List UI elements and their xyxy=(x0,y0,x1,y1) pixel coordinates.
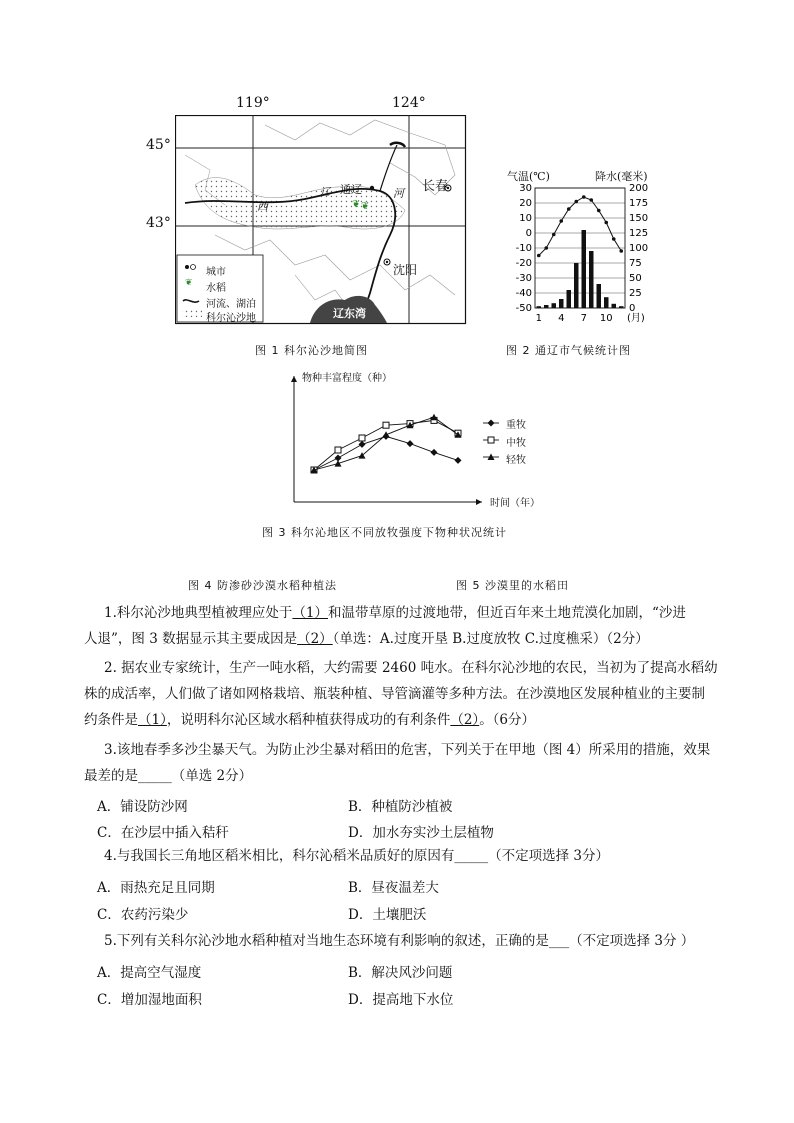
temp-axis-title: 气温(℃) xyxy=(507,170,550,183)
map-label-xi: 西 xyxy=(257,200,268,213)
q1-blank-1[interactable]: （1） xyxy=(292,605,328,621)
series-point-1 xyxy=(359,435,365,441)
q3-option-d[interactable]: D．加水夯实沙土层植物 xyxy=(348,825,494,841)
q5-text-b: （不定项选择 3分 ） xyxy=(569,933,695,949)
series-point-0 xyxy=(431,449,438,456)
map-label-he: 河 xyxy=(393,187,404,200)
temp-tick-label: -40 xyxy=(515,288,532,299)
series-point-0 xyxy=(359,441,366,448)
precip-tick-label: 25 xyxy=(629,288,642,299)
series-point-1 xyxy=(335,447,341,453)
q5-option-b[interactable]: B．解决风沙问题 xyxy=(348,965,453,981)
temp-tick-label: 10 xyxy=(519,213,532,224)
q4-option-d[interactable]: D．土壤肥沃 xyxy=(348,907,427,923)
month-tick-label: 1 xyxy=(535,313,542,324)
x-axis-arrow xyxy=(476,499,482,505)
precip-bar xyxy=(567,290,572,308)
precip-bar xyxy=(604,297,609,308)
series-point-0 xyxy=(455,457,462,464)
q1-blank-2[interactable]: （2） xyxy=(297,631,333,647)
temp-tick-label: 0 xyxy=(525,228,532,239)
question-3 xyxy=(84,737,724,789)
fig1-caption: 图 1 科尔沁沙地简图 xyxy=(255,344,368,357)
series-point-1 xyxy=(383,422,389,428)
precip-bar xyxy=(597,284,602,308)
precip-bar xyxy=(552,303,557,308)
precip-tick-label: 200 xyxy=(629,183,649,194)
precip-tick-label: 75 xyxy=(629,258,642,269)
legend-light: 轻牧 xyxy=(506,455,526,466)
lon-119-label: 119° xyxy=(236,95,270,111)
map-label-tongliao: 通辽 xyxy=(340,183,362,196)
precip-bar xyxy=(537,306,542,308)
q4-text-a: 4.与我国长三角地区稻米相比，科尔沁稻米品质好的原因有 xyxy=(104,848,455,864)
q3-text-c: （单选 2分） xyxy=(171,768,253,784)
temp-point xyxy=(574,200,578,204)
map-label-changchun: 长春 xyxy=(422,179,449,194)
q1-text-a: 1.科尔沁沙地典型植被理应处于 xyxy=(104,605,293,621)
precip-bar xyxy=(589,251,594,308)
q4-option-b[interactable]: B．昼夜温差大 xyxy=(348,880,439,896)
q2-text-d: ，说明科尔沁区域水稻种植获得成功的有利条件 xyxy=(166,712,451,728)
temp-point xyxy=(544,246,548,250)
temp-point xyxy=(582,195,586,199)
fig3-chart xyxy=(270,366,560,516)
temp-tick-label: -30 xyxy=(515,273,532,284)
temp-tick-label: -10 xyxy=(515,243,532,254)
q5-option-a[interactable]: A．提高空气湿度 xyxy=(97,965,202,981)
temp-tick-label: -50 xyxy=(515,303,532,314)
q2-text-c: 约条件是 xyxy=(84,712,138,728)
lat-45-label: 45° xyxy=(146,137,171,153)
precip-bar xyxy=(544,305,549,308)
temp-tick-label: 30 xyxy=(519,183,532,194)
temp-point xyxy=(604,221,608,225)
fig3-xlabel: 时间（年） xyxy=(490,498,540,509)
temp-point xyxy=(597,209,601,213)
q3-option-a[interactable]: A．铺设防沙网 xyxy=(97,799,188,815)
series-point-2 xyxy=(383,431,390,438)
svg-text:❦: ❦ xyxy=(352,199,361,210)
fig3-caption: 图 3 科尔沁地区不同放牧强度下物种状况统计 xyxy=(262,526,507,539)
question-2 xyxy=(84,655,724,733)
q2-text-e: 。（6分） xyxy=(479,712,536,728)
q2-blank-1[interactable]: （1） xyxy=(138,712,167,728)
precip-bar xyxy=(612,304,617,308)
svg-text:❦: ❦ xyxy=(361,201,370,212)
map-label-liao: 辽 xyxy=(320,187,330,198)
temp-point xyxy=(559,219,563,223)
fig1-map xyxy=(146,95,470,330)
q5-option-c[interactable]: C．增加湿地面积 xyxy=(97,992,202,1008)
climate-svg xyxy=(505,182,675,332)
temp-point xyxy=(537,254,541,258)
temp-point xyxy=(589,198,593,202)
temp-point xyxy=(552,233,556,237)
fig4-caption: 图 4 防渗砂沙漠水稻种植法 xyxy=(188,579,337,592)
legend-river: 河流、湖泊 xyxy=(206,299,256,310)
map-label-bay: 辽东湾 xyxy=(333,307,366,320)
q2-line-2: 株的成活率，人们做了诸如网格栽培、瓶装种植、导管滴灌等多种方法。在沙漠地区发展种植业的主要制 xyxy=(84,686,705,702)
temp-tick-label: 20 xyxy=(519,198,532,209)
q3-line-1: 3.该地春季多沙尘暴天气。为防止沙尘暴对稻田的危害，下列关于在甲地（图 4）所采用的措施，效果 xyxy=(104,742,711,758)
fig5-caption: 图 5 沙漠里的水稻田 xyxy=(456,579,569,592)
fig3-ylabel: 物种丰富程度（种） xyxy=(302,373,392,384)
svg-text:❦: ❦ xyxy=(185,278,193,288)
q3-text-b: 最差的是 xyxy=(84,768,138,784)
legend-heavy: 重牧 xyxy=(506,420,526,431)
precip-tick-label: 100 xyxy=(629,243,649,254)
lat-43-label: 43° xyxy=(146,215,171,231)
precip-tick-label: 0 xyxy=(629,303,636,314)
legend-rice: 水稻 xyxy=(206,283,226,294)
q5-option-d[interactable]: D．提高地下水位 xyxy=(348,992,454,1008)
q3-blank[interactable]: _____ xyxy=(138,768,172,784)
question-4 xyxy=(84,843,724,869)
temp-point xyxy=(612,237,616,241)
legend-marker-1 xyxy=(488,437,494,443)
question-5 xyxy=(84,928,724,954)
precip-bar xyxy=(559,299,564,308)
precip-tick-label: 50 xyxy=(629,273,642,284)
q4-text-b: （不定项选择 3分） xyxy=(488,848,610,864)
temp-line xyxy=(539,197,622,256)
q5-blank[interactable]: ___ xyxy=(548,933,570,949)
month-tick-label: 7 xyxy=(580,313,587,324)
q3-option-c[interactable]: C．在沙层中插入秸秆 xyxy=(97,825,229,841)
precip-bar xyxy=(574,263,579,308)
precip-bar xyxy=(619,306,624,308)
q2-blank-2[interactable]: （2） xyxy=(450,712,480,728)
precip-tick-label: 125 xyxy=(629,228,649,239)
legend-marker-0 xyxy=(488,420,495,427)
q1-text-c: 和温带草原的过渡地带，但近百年来土地荒漠化加剧，“沙进 xyxy=(327,605,686,621)
q1-text-d: 人退”，图 3 数据显示其主要成因是 xyxy=(84,631,298,647)
month-tick-label: 4 xyxy=(558,313,565,324)
precip-bar xyxy=(582,230,587,308)
q4-option-a[interactable]: A．雨热充足且同期 xyxy=(97,880,215,896)
legend-sand: 科尔沁沙地 xyxy=(206,313,256,324)
temp-tick-label: -20 xyxy=(515,258,532,269)
fig2-climate-chart xyxy=(505,168,675,333)
precip-tick-label: 150 xyxy=(629,213,649,224)
month-unit-label: (月) xyxy=(627,313,645,324)
map-label-shenyang: 沈阳 xyxy=(393,263,418,277)
precip-axis-title: 降水(毫米) xyxy=(595,170,648,183)
q5-text-a: 5.下列有关科尔沁沙地水稻种植对当地生态环境有利影响的叙述，正确的是 xyxy=(104,933,549,949)
lon-124-label: 124° xyxy=(392,95,426,111)
series-point-2 xyxy=(335,460,342,467)
month-tick-label: 10 xyxy=(599,313,613,324)
fig2-caption: 图 2 通辽市气候统计图 xyxy=(506,344,631,357)
q4-option-c[interactable]: C．农药污染少 xyxy=(97,907,189,923)
legend-city: 城市 xyxy=(206,267,226,278)
legend-medium: 中牧 xyxy=(506,438,526,449)
q4-blank[interactable]: _____ xyxy=(454,848,489,864)
y-axis-arrow xyxy=(291,376,297,382)
q1-text-e: （单选：A.过度开垦 B.过度放牧 C.过度樵采）（2分） xyxy=(332,631,649,647)
q3-option-b[interactable]: B．种植防沙植被 xyxy=(348,799,453,815)
q2-line-1: 2. 据农业专家统计，生产一吨水稻，大约需要 2460 吨水。在科尔沁沙地的农民，当初为了提高水稻幼 xyxy=(104,660,718,676)
temp-point xyxy=(567,207,571,211)
question-1 xyxy=(84,600,724,652)
series-point-0 xyxy=(407,440,414,447)
precip-tick-label: 175 xyxy=(629,198,649,209)
temp-point xyxy=(619,249,623,253)
